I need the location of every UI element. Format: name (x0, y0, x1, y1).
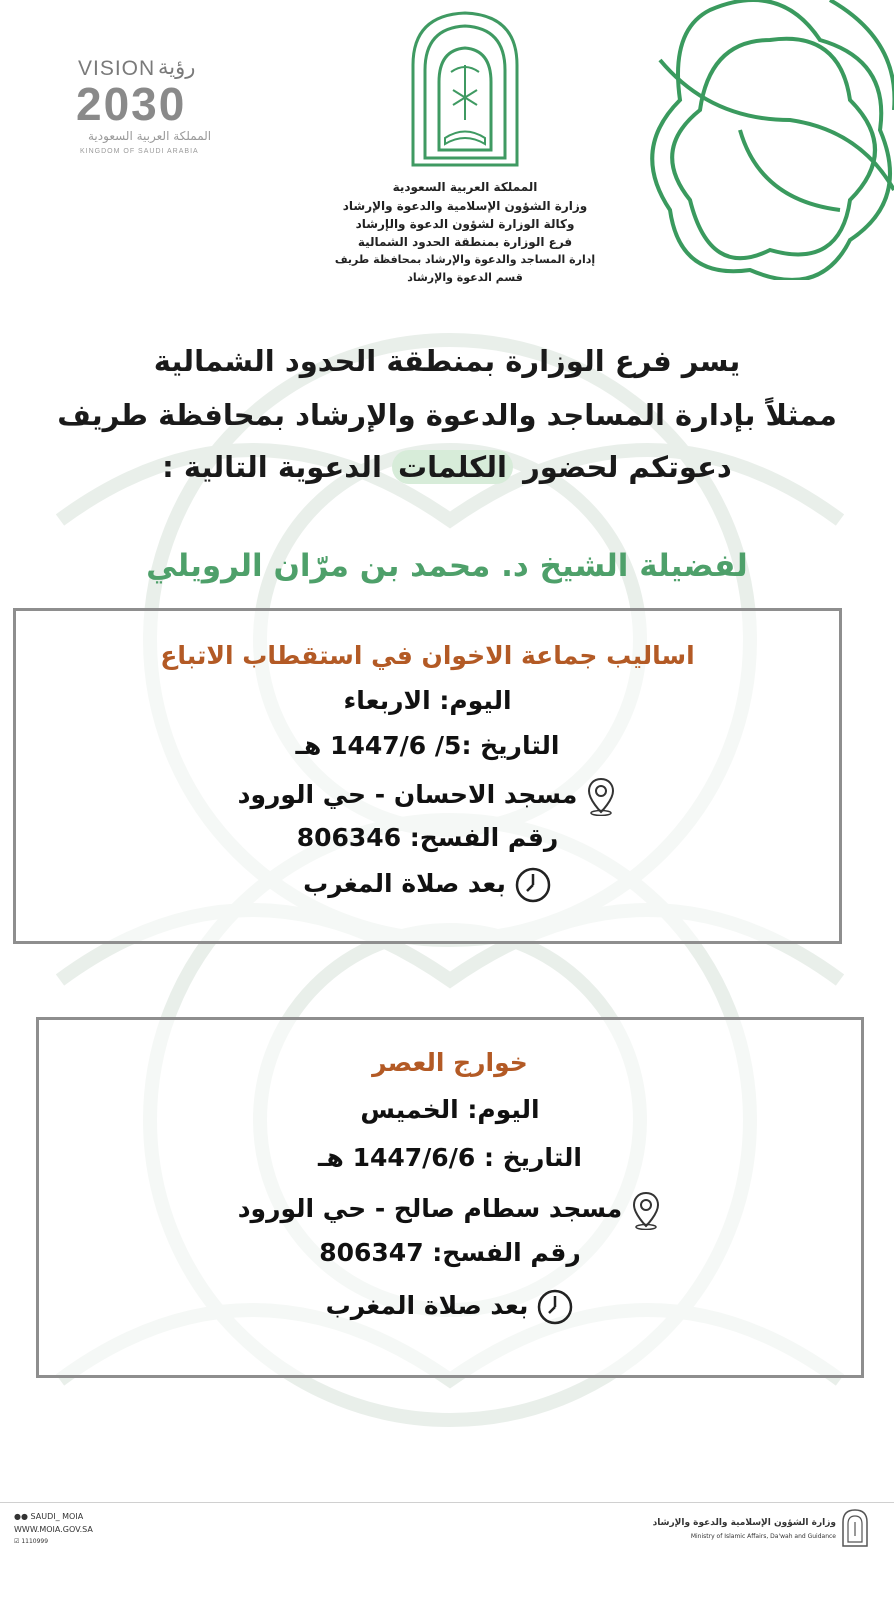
announcement-line-2: ممثلاً بإدارة المساجد والدعوة والإرشاد بمحافظة طريف (57, 398, 837, 432)
corner-ornament-pattern (650, 0, 894, 280)
lecture-fasah-number: رقم الفسح: 806347 (319, 1238, 581, 1267)
footer-phone: 1110999 (21, 1538, 49, 1545)
lecture-title: اساليب جماعة الاخوان في استقطاب الاتباع (160, 641, 695, 670)
lecture-location: مسجد سطام صالح - حي الورود (237, 1194, 623, 1223)
lecture-title: خوارج العصر (372, 1048, 528, 1077)
lecture-location-row (39, 1190, 861, 1230)
announcement-highlight: الكلمات (392, 450, 513, 484)
header-line-administration: إدارة المساجد والدعوة والإرشاد بمحافظة طريف (334, 253, 596, 266)
vision-word: VISION (78, 57, 156, 80)
announcement-line-3-start: دعوتكم لحضور (513, 450, 732, 484)
lecture-card-2 (36, 1017, 864, 1378)
announcement-line-1: يسر فرع الوزارة بمنطقة الحدود الشمالية (153, 344, 741, 378)
footer-ministry-emblem-icon (840, 1508, 870, 1548)
footer-phone-row (14, 1538, 48, 1545)
lecture-time-row (16, 866, 839, 904)
location-pin-icon (630, 1190, 662, 1230)
lecture-date: التاريخ : 1447/6/6 هـ (318, 1143, 582, 1172)
header-line-branch: فرع الوزارة بمنطقة الحدود الشمالية (357, 235, 573, 249)
announcement-line-3-end: الدعوية التالية : (162, 450, 392, 484)
vision-kingdom-arabic: المملكة العربية السعودية (88, 129, 212, 143)
footer-social (14, 1512, 83, 1521)
lecture-time: بعد صلاة المغرب (325, 1291, 529, 1320)
vision-kingdom-english: KINGDOM OF SAUDI ARABIA (80, 148, 199, 155)
footer-website[interactable]: WWW.MOIA.GOV.SA (14, 1525, 93, 1534)
speaker-name: لفضيلة الشيخ د. محمد بن مرّان الرويلي (146, 548, 748, 584)
vision-arabic-word: رؤية (158, 55, 196, 79)
lecture-time-row (39, 1288, 861, 1326)
lecture-day: اليوم: الاربعاء (343, 686, 512, 715)
social-icon: ●● (14, 1512, 28, 1521)
lecture-day: اليوم: الخميس (360, 1095, 540, 1124)
location-pin-icon (585, 776, 617, 816)
announcement-line-3 (20, 450, 874, 484)
lecture-location: مسجد الاحسان - حي الورود (237, 780, 578, 809)
vision-2030-logo (70, 55, 240, 165)
header-line-ministry: وزارة الشؤون الإسلامية والدعوة والإرشاد (342, 199, 588, 213)
header-line-department: قسم الدعوة والإرشاد (407, 271, 523, 284)
lecture-card-1 (13, 608, 842, 944)
header-line-agency: وكالة الوزارة لشؤون الدعوة والإرشاد (355, 217, 575, 231)
footer-ministry-arabic: وزارة الشؤون الإسلامية والدعوة والإرشاد (652, 1518, 836, 1528)
footer-social-handle: SAUDI_ MOIA (30, 1512, 84, 1521)
footer-divider (0, 1502, 894, 1503)
footer-ministry-english: Ministry of Islamic Affairs, Da'wah and Guidance (690, 1533, 836, 1540)
clock-icon (514, 866, 552, 904)
clock-icon (536, 1288, 574, 1326)
lecture-fasah-number: رقم الفسح: 806346 (296, 823, 559, 852)
vision-year: 2030 (76, 78, 187, 130)
lecture-time: بعد صلاة المغرب (303, 869, 506, 898)
header-line-kingdom: المملكة العربية السعودية (392, 180, 538, 194)
lecture-location-row (16, 776, 839, 816)
phone-icon: ☑ (14, 1538, 20, 1545)
ministry-emblem-icon (405, 10, 525, 168)
lecture-date: التاريخ :5/ 1447/6 هـ (295, 731, 560, 760)
